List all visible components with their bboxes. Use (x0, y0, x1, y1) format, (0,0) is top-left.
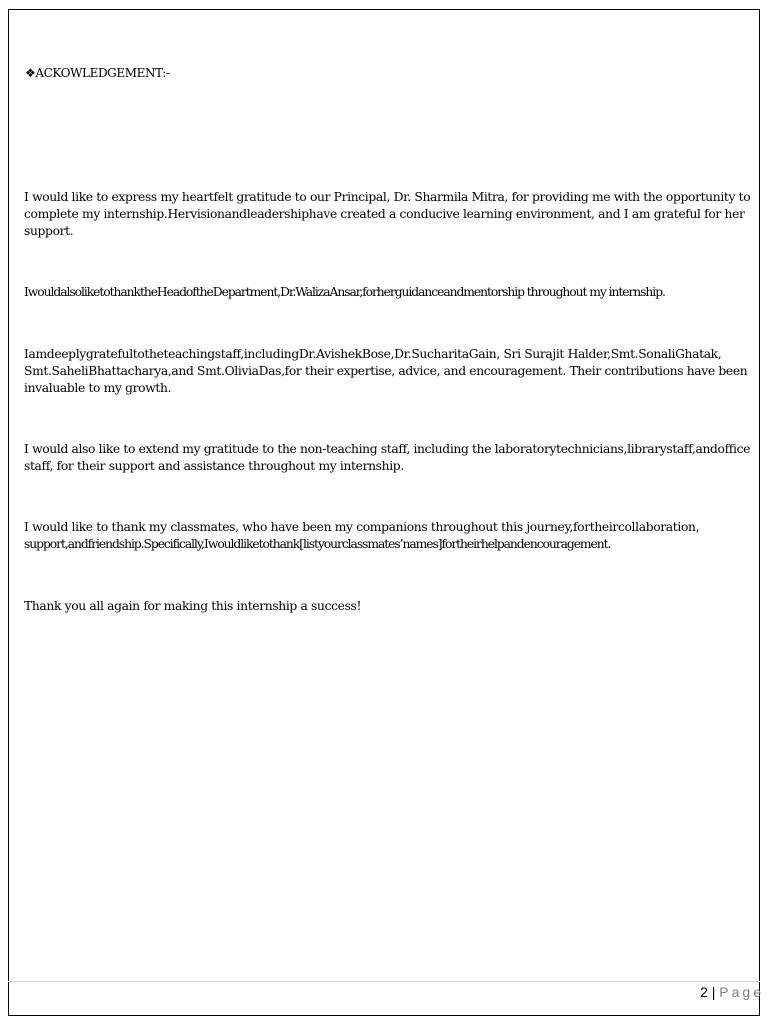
footer-separator: | (711, 984, 716, 1000)
text-line: support. (24, 224, 74, 238)
page-border (8, 9, 760, 1016)
text-line: Iamdeeplygratefultotheteachingstaff,includingDr.AvishekBose,Dr.SucharitaGain, Sri Surajit Halder,Smt.SonaliGhatak, (24, 347, 722, 361)
text-line: invaluable to my growth. (24, 381, 172, 395)
acknowledgement-heading: ❖ACKOWLEDGEMENT:- (25, 66, 170, 80)
page-footer (700, 984, 764, 1000)
text-line: IwouldalsoliketothanktheHeadoftheDepartment,Dr.WalizaAnsar,forherguidanceandmentorship throughout my internship. (24, 285, 665, 299)
paragraph-teaching-staff (24, 346, 754, 397)
text-line: staff, for their support and assistance throughout my internship. (24, 459, 404, 473)
text-line: Smt.SaheliBhattacharya,and Smt.OliviaDas,for their expertise, advice, and encouragement. Their contributions have been (24, 364, 748, 378)
text-line: I would like to express my heartfelt gratitude to our Principal, Dr. Sharmila Mitra, for providing me with the opportunity to (24, 190, 751, 204)
paragraph-classmates (24, 519, 754, 553)
paragraph-hod (24, 284, 754, 301)
text-line: support,andfriendship.Specifically,Iwouldliketothank[listyourclassmates’names]fortheirhelpandencouragement. (24, 537, 611, 551)
text-line: complete my internship.Hervisionandleadershiphave created a conducive learning environment, and I am grateful for her (24, 207, 745, 221)
text-line: I would like to thank my classmates, who have been my companions throughout this journey,fortheircollaboration, (24, 520, 700, 534)
page-number: 2 (700, 984, 708, 1000)
footer-divider (8, 981, 760, 982)
text-line: I would also like to extend my gratitude to the non-teaching staff, including the laboratorytechnicians,librarystaff,andoffice (24, 442, 751, 456)
page-label: Page (719, 984, 764, 1000)
paragraph-principal (24, 189, 754, 240)
paragraph-closing (24, 598, 754, 615)
text-line: Thank you all again for making this internship a success! (24, 599, 362, 613)
paragraph-non-teaching-staff (24, 441, 754, 475)
